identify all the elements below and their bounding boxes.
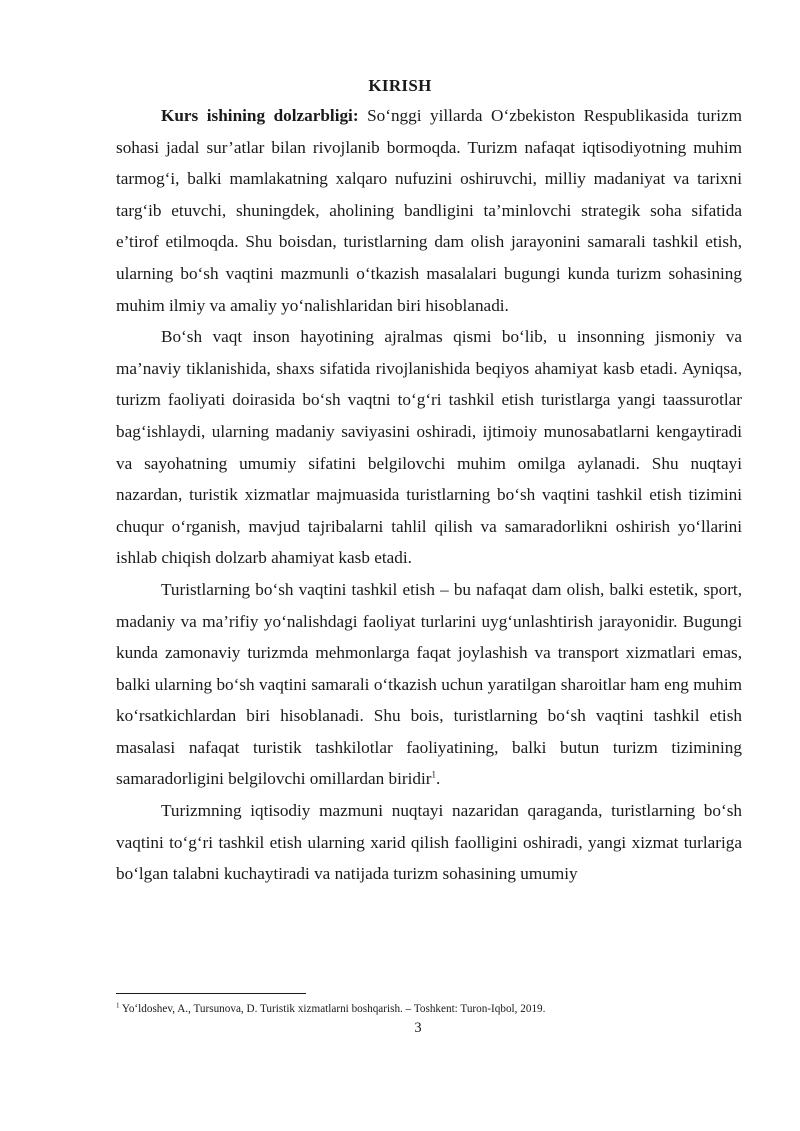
body-text: [116, 100, 742, 890]
paragraph-relevance: [116, 100, 742, 321]
page-number: 3: [414, 1020, 422, 1036]
paragraph-organization: [116, 574, 742, 795]
footnote-text: Yo‘ldoshev, A., Tursunova, D. Turistik xizmatlarni boshqarish. – Toshkent: Turon-Iqbol, 2019.: [119, 1003, 546, 1015]
footnote-divider: [116, 993, 306, 994]
section-heading: KIRISH: [368, 76, 432, 95]
paragraph-leisure: Bo‘sh vaqt inson hayotining ajralmas qismi bo‘lib, u insonning jismoniy va ma’naviy tiklanishida, shaxs sifatida rivojlanishida beqiyos ahamiyat kasb etadi. Ayniqsa, turizm faoliyati doirasida bo‘sh vaqtni to‘g‘ri tashkil etish turistlarga yangi taassurotlar bag‘ishlaydi, ularning madaniy saviyasini oshiradi, ijtimoiy munosabatlarni kengaytiradi va sayohatning umumiy sifatini belgilovchi muhim omilga aylanadi. Shu nuqtayi nazardan, turistik xizmatlar majmuasida turistlarning bo‘sh vaqtini tashkil etish tizimini chuqur o‘rganish, mavjud tajribalarni tahlil qilish va samaradorlikni oshirish yo‘llarini ishlab chiqish dolzarb ahamiyat kasb etadi.: [116, 327, 742, 568]
paragraph-economic: Turizmning iqtisodiy mazmuni nuqtayi nazaridan qaraganda, turistlarning bo‘sh vaqtini to‘g‘ri tashkil etish ularning xarid qilish faolligini oshiradi, yangi xizmat turlariga bo‘lgan talabni kuchaytiradi va natijada turizm sohasining umumiy: [116, 801, 742, 884]
organization-text: Turistlarning bo‘sh vaqtini tashkil etish – bu nafaqat dam olish, balki estetik, sport, madaniy va ma’rifiy yo‘nalishdagi faoliyat turlarini uyg‘unlashtirish jarayonidir. Bugungi kunda zamonaviy turizmda mehmonlarga faqat joylashish va transport xizmatlari emas, balki ularning bo‘sh vaqtini samarali o‘tkazish uchun yaratilgan sharoitlar ham eng muhim ko‘rsatkichlardan biri hisoblanadi. Shu bois, turistlarning bo‘sh vaqtini tashkil etish masalasi nafaqat turistik tashkilotlar faoliyatining, balki butun turizm tizimining samaradorligini belgilovchi omillardan biridir: [116, 579, 742, 789]
relevance-text: So‘nggi yillarda O‘zbekiston Respublikasida turizm sohasi jadal sur’atlar bilan rivojlanib bormoqda. Turizm nafaqat iqtisodiyotning muhim tarmog‘i, balki mamlakatning xalqaro nufuzini oshiruvchi, milliy madaniyat va tarixni targ‘ib etuvchi, shuningdek, aholining bandligini ta’minlovchi strategik soha sifatida e’tirof etilmoqda. Shu boisdan, turistlarning dam olish jarayonini samarali tashkil etish, ularning bo‘sh vaqtini mazmunli o‘tkazish masalalari bugungi kunda turizm sohasining muhim ilmiy va amaliy yo‘nalishlaridan biri hisoblanadi.: [116, 106, 742, 315]
footnote-marker: 1: [116, 1001, 120, 1010]
footnote-reference[interactable]: 1: [431, 769, 437, 780]
relevance-lead: Kurs ishining dolzarbligi:: [161, 106, 359, 125]
organization-end: .: [436, 769, 441, 789]
footnote: [116, 1001, 756, 1017]
